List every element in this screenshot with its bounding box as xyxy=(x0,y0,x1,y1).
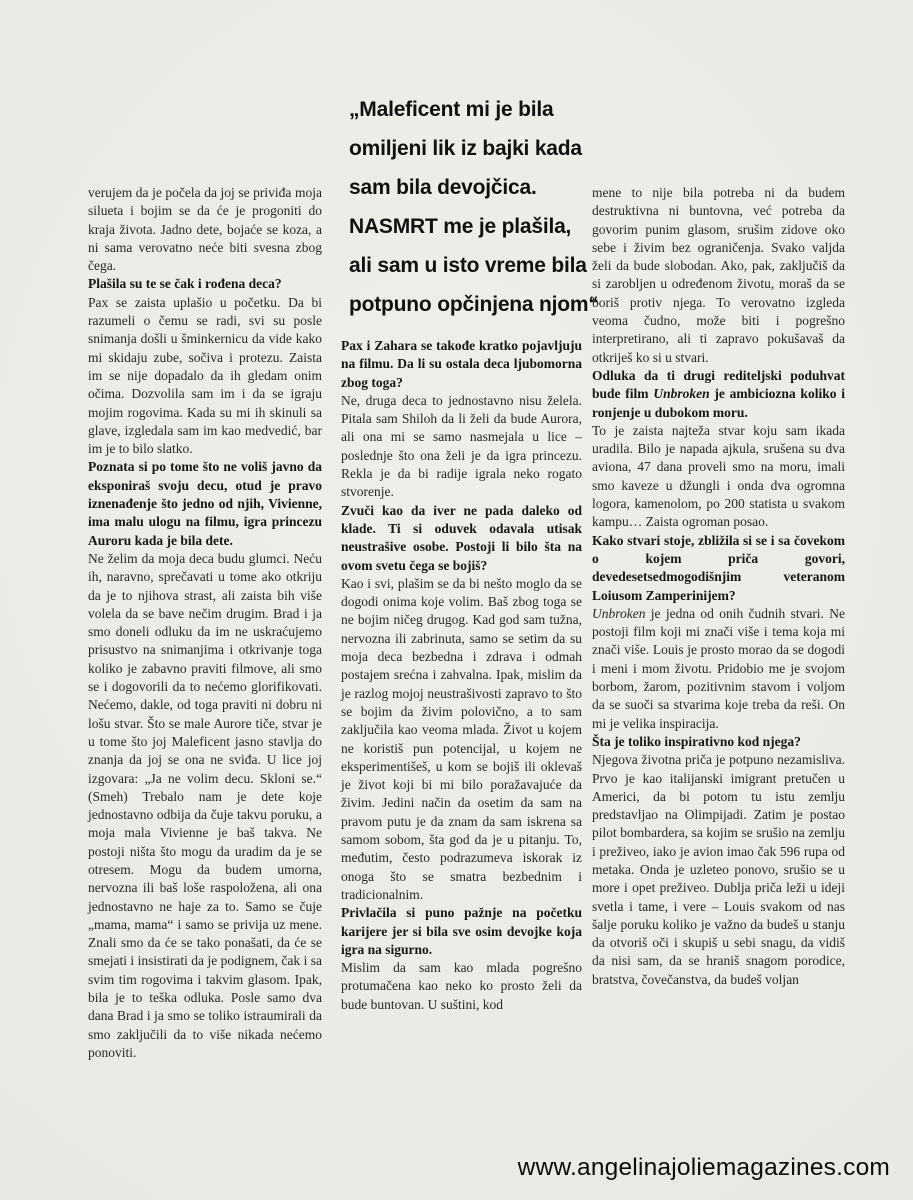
italic-text: Unbroken xyxy=(592,605,646,621)
text-segment: To je zaista najteža stvar koju sam ikada uradila. Bilo je napada ajkula, srušena su dva aviona, 47 dana proveli smo na moru, imali smo kaveze u džungli i onda dva ogromna logora, kamenolom, po 200 statista u svakom kampu… Zaista ogroman posao. xyxy=(592,422,845,530)
answer-paragraph xyxy=(341,575,582,904)
question-paragraph xyxy=(592,367,845,422)
text-segment: je ambiciozna koliko i ronjenje u dubokom moru. xyxy=(592,386,845,420)
answer-paragraph xyxy=(592,422,845,532)
text-segment: Ne želim da moja deca budu glumci. Neću ih, naravno, sprečavati u tome ako otkriju da je to njihova strast, ali zaista bih više volela da se bave nečim drugim. Brad i ja smo doneli odluku da im ne uskraćujemo prisustvo na snimanjima i otkrivanje toga koliko je zabavno praviti filmove, ali smo se i dogovorili da to nećemo glorifikovati. Nećemo, dakle, od toga praviti ni dobru ni lošu stvar. Što se male Aurore tiče, stvar je u tome što joj Maleficent jasno stavlja do znanja da joj se ona ne sviđa. U lice joj izgovara: „Ja ne volim decu. Skloni se.“ (Smeh) Trebalo nam je dete koje jednostavno odbija da čuje takvu poruku, a moja mala Vivienne je baš takva. Ne postoji ništa što mogu da uradim da je se otresem. Mogu da budem umorna, nervozna ili baš loše raspoložena, ali ona jednostavno ne haje za to. Samo se čuje „mama, mama“ i samo se privija uz mene. Znali smo da će se tako ponašati, da će se smejati i insistirati da je podignem, čak i sa svim tim rogovima i takvim glasom. Ipak, bila je to teška odluka. Posle samo dva dana Brad i ja smo se toliko istraumirali da smo zaključili da to više nikada nećemo ponoviti. xyxy=(88,550,322,1060)
question-paragraph xyxy=(592,733,845,751)
answer-paragraph xyxy=(341,392,582,502)
answer-paragraph xyxy=(592,605,845,733)
text-segment: Pax i Zahara se takođe kratko pojavljuju na filmu. Da li su ostala deca ljubomorna zbog toga? xyxy=(341,338,582,390)
question-paragraph xyxy=(592,532,845,605)
pull-quote-line: omiljeni lik iz bajki kada xyxy=(349,137,582,160)
pull-quote-line: NASMRT me je plašila, xyxy=(349,215,572,238)
text-segment: Kako stvari stoje, zbližila si se i sa čovekom o kojem priča govori, devedesetsedmogodišnjim veteranom Loiusom Zamperinijem? xyxy=(592,532,845,603)
text-segment: je jedna od onih čudnih stvari. Ne postoji film koji mi znači više i tema koja mi znači više. Louis je prosto morao da se dogodi i meni i mom životu. Pridobio me je svojom borbom, žarom, pozitivnim stavom i voljom da se suoči sa stvarima koje treba da reši. On mi je velika inspiracija. xyxy=(592,605,845,731)
question-paragraph xyxy=(341,502,582,575)
right-column-text xyxy=(592,184,845,989)
pull-quote-line: potpuno opčinjena njom“ xyxy=(349,293,599,316)
answer-paragraph xyxy=(88,184,322,275)
text-segment: Privlačila si puno pažnje na početku karijere jer si bila sve osim devojke koja igra na sigurno. xyxy=(341,905,582,957)
question-paragraph xyxy=(88,275,322,293)
pull-quote-line: ali sam u isto vreme bila xyxy=(349,254,587,277)
left-column xyxy=(88,184,322,1062)
text-segment: verujem da je počela da joj se priviđa moja silueta i bojim se da će je progoniti do kraja života. Jadno dete, bojaće se koza, a ni sama verovatno neće biti svesna zbog čega. xyxy=(88,185,322,274)
middle-column xyxy=(341,90,599,1014)
text-segment: Plašila su te se čak i rođena deca? xyxy=(88,276,282,292)
pull-quote-line: sam bila devojčica. xyxy=(349,176,537,199)
right-column xyxy=(592,184,845,989)
answer-paragraph xyxy=(88,294,322,459)
pull-quote-line: „Maleficent mi je bila xyxy=(349,98,554,121)
text-segment: Kao i svi, plašim se da bi nešto moglo da se dogodi onima koje volim. Baš zbog toga se ne bojim ničeg drugog. Kad god sam tužna, nervozna ili zabrinuta, samo se setim da su moja deca bezbedna i zdrava i odmah postajem srećna i zahvalna. Ipak, mislim da je razlog mojoj neustrašivosti zapravo to što se bojim da živim polovično, a to sam zaključila kao veoma mlada. Život u kojem ne koristiš pun potencijal, u kojem ne eksperimentišeš, u kom se bojiš ili oklevaš je život koji bi mi bilo poražavajuće da živim. Jedini način da osetim da sam na pravom putu je da znam da sam iskrena sa samom sobom, šta god da je u pitanju. To, međutim, često podrazumeva iskorak iz onoga što se smatra bezbednim i tradicionalnim. xyxy=(341,575,582,902)
watermark-url: www.angelinajoliemagazines.com xyxy=(517,1154,890,1181)
italic-text: Unbroken xyxy=(653,386,710,402)
question-paragraph xyxy=(341,337,582,392)
text-segment: Odluka da ti drugi rediteljski poduhvat bude film xyxy=(592,367,845,402)
text-segment: Zvuči kao da iver ne pada daleko od klade. Ti si oduvek odavala utisak neustrašive osobe. Postoji li bilo šta na ovom svetu čega se bojiš? xyxy=(341,502,582,573)
pull-quote xyxy=(341,90,599,324)
question-paragraph xyxy=(88,458,322,549)
text-segment: Ne, druga deca to jednostavno nisu želela. Pitala sam Shiloh da li želi da bude Aurora, ali ona mi se samo nasmejala u lice – poslednje što ona želi je da igra princezu. Rekla je da bi radije igrala neko rogato stvorenje. xyxy=(341,392,582,500)
text-segment: Mislim da sam kao mlada pogrešno protumačena kao neko ko prosto želi da bude buntovan. U suštini, kod xyxy=(341,960,582,1012)
text-segment: mene to nije bila potreba ni da budem destruktivna ni buntovna, već potreba da govorim punim glasom, srušim zidove oko sebe i živim bez ograničenja. Svako valjda želi da bude slobodan. Ako, pak, zaključiš da si zarobljen u određenom životu, moraš da se boriš protiv njega. To verovatno izgleda veoma čudno, može biti i pogrešno interpretirano, ali ti zapravo pokušavaš da otkriješ ko si u stvari. xyxy=(592,185,845,365)
answer-paragraph xyxy=(341,959,582,1014)
text-segment: Šta je toliko inspirativno kod njega? xyxy=(592,733,801,749)
question-paragraph xyxy=(341,904,582,959)
middle-column-text xyxy=(341,337,582,1014)
text-segment: Pax se zaista uplašio u početku. Da bi razumeli o čemu se radi, svi su posle snimanja došli u šminkernicu da vide kako mi skidaju zube, sočiva i protezu. Zaista im se nije dopadalo da ih gledam onim očima. Dozvolila sam im i da se igraju mojim rogovima. Kada su mi ih skinuli sa glave, izgledala sam im kao medvedić, bar im je to bilo slatko. xyxy=(88,294,322,457)
text-segment: Njegova životna priča je potpuno nezamisliva. Prvo je kao italijanski imigrant pretučen u Americi, da bi potom tu istu zemlju predstavljao na Olimpijadi. Zatim je postao pilot bombardera, sa kojim se srušio na zemlju i preživeo, iako je avion imao čak 596 rupa od metaka. Onda je uzleteo ponovo, srušio se u more i opet preživeo. Dublja priča leži u ideji svetla i tame, i vere – Louis svakom od nas šalje poruku koliko je važno da budeš u stanju da otvoriš oči i skupiš u sebi snagu, da vidiš da nisi sam, da se hraniš snagom porodice, bratstva, čovečanstva, da budeš voljan xyxy=(592,752,845,987)
answer-paragraph xyxy=(592,751,845,989)
text-segment: Poznata si po tome što ne voliš javno da eksponiraš svoju decu, otud je pravo iznenađenje što jedno od njih, Vivienne, ima malu ulogu na filmu, igra princezu Auroru kada je bila dete. xyxy=(88,459,322,548)
answer-paragraph xyxy=(592,184,845,367)
left-column-text xyxy=(88,184,322,1062)
answer-paragraph xyxy=(88,550,322,1062)
